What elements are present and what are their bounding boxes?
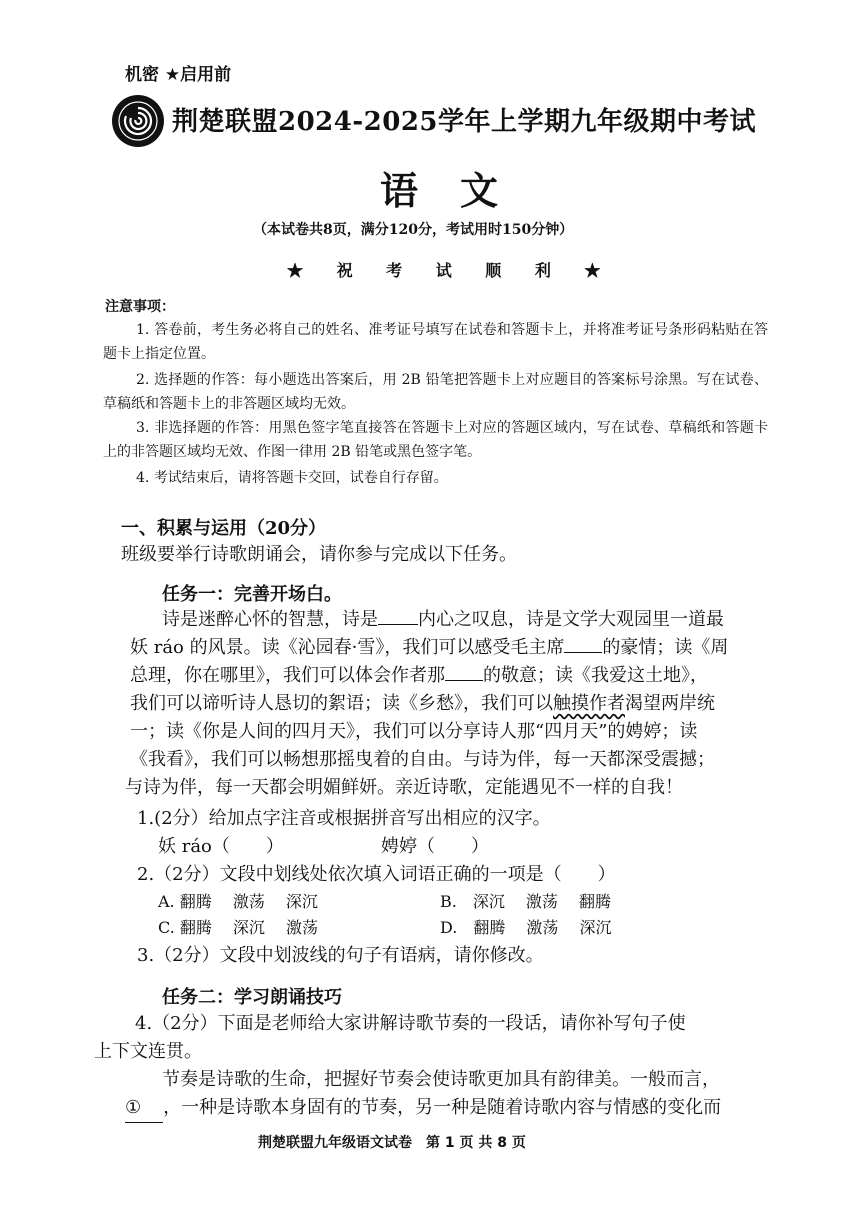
q1-char-answer[interactable]: 娉婷（ ） xyxy=(381,836,489,857)
answer-blank[interactable]: ① xyxy=(125,1094,163,1123)
question-2: 2.（2分）文段中划线处依次填入词语正确的一项是（ ） xyxy=(137,864,616,885)
task-heading: 任务二：学习朗诵技巧 xyxy=(162,987,342,1008)
question-4: 4.（2分）下面是老师给大家讲解诗歌节奏的一段话，请你补写句子使 xyxy=(135,1013,686,1034)
option-a[interactable]: A. 翻腾 激荡 深沉 xyxy=(158,892,318,911)
answer-blank[interactable] xyxy=(378,606,418,625)
question-3: 3.（2分）文段中划波线的句子有语病，请你修改。 xyxy=(137,945,544,966)
good-luck-banner: ★ 祝 考 试 顺 利 ★ xyxy=(287,261,615,280)
passage-line: 妖 ráo 的风景。读《沁园春·雪》，我们可以感受毛主席 的豪情；读《周 xyxy=(130,634,728,662)
option-b[interactable]: B. 深沉 激荡 翻腾 xyxy=(440,892,612,911)
passage-line: 《我看》，我们可以畅想那摇曳着的自由。与诗为伴，每一天都深受震撼； xyxy=(130,749,715,770)
passage-line: 与诗为伴，每一天都会明媚鲜妍。亲近诗歌，定能遇见不一样的自我！ xyxy=(125,777,683,798)
note-item: 3. 非选择题的作答：用黑色签字笔直接答在答题卡上对应的答题区域内，写在试卷、草稿纸和答题卡上的非答题区域均无效、作图一律用 2B 铅笔或黑色签字笔。 xyxy=(103,420,768,460)
wavy-underlined-text: 触摸作者 xyxy=(553,693,625,714)
exam-info: （本试卷共8页，满分120分，考试用时150分钟） xyxy=(253,222,574,238)
answer-blank[interactable] xyxy=(564,634,602,653)
question-1: 1.(2分）给加点字注音或根据拼音写出相应的汉字。 xyxy=(137,808,551,829)
subject-title: 语文 xyxy=(380,168,541,213)
notes-heading: 注意事项： xyxy=(105,299,175,315)
q4-passage-line: 节奏是诗歌的生命，把握好节奏会使诗歌更加具有韵律美。一般而言， xyxy=(162,1069,720,1090)
note-item: 4. 考试结束后，请将答题卡交回，试卷自行存留。 xyxy=(136,470,448,486)
section-intro: 班级要举行诗歌朗诵会，请你参与完成以下任务。 xyxy=(121,544,517,565)
q4-passage-line: ① ，一种是诗歌本身固有的节奏，另一种是随着诗歌内容与情感的变化而 xyxy=(125,1094,721,1123)
page-footer: 荆楚联盟九年级语文试卷 第 1 页 共 8 页 xyxy=(258,1135,526,1151)
alliance-logo-icon xyxy=(111,94,165,148)
passage-line: 一；读《你是人间的四月天》，我们可以分享诗人那“四月天”的娉婷；读 xyxy=(130,721,698,742)
option-d[interactable]: D. 翻腾 激荡 深沉 xyxy=(440,918,612,937)
question-4-cont: 上下文连贯。 xyxy=(94,1041,202,1062)
exam-title: 荆楚联盟2024-2025学年上学期九年级期中考试 xyxy=(172,107,757,137)
passage-line: 诗是迷醉心怀的智慧，诗是 内心之叹息，诗是文学大观园里一道最 xyxy=(162,606,724,634)
section-heading: 一、积累与运用（20分） xyxy=(121,518,327,539)
option-c[interactable]: C. 翻腾 深沉 激荡 xyxy=(158,918,319,937)
passage-line: 总理，你在哪里》，我们可以体会作者那 的敬意；读《我爱这土地》， xyxy=(130,662,708,690)
note-item: 1. 答卷前，考生务必将自己的姓名、准考证号填写在试卷和答题卡上，并将准考证号条形码粘贴在答题卡上指定位置。 xyxy=(103,322,768,362)
answer-blank[interactable] xyxy=(445,662,483,681)
note-item: 2. 选择题的作答：每小题选出答案后，用 2B 铅笔把答题卡上对应题目的答案标号涂黑。写在试卷、草稿纸和答题卡上的非答题区域均无效。 xyxy=(103,372,768,412)
confidential-label: 机密 ★启用前 xyxy=(125,65,232,85)
task-heading: 任务一：完善开场白。 xyxy=(162,584,342,605)
q1-pinyin-answer[interactable]: 妖 ráo（ ） xyxy=(158,836,284,857)
passage-line: 我们可以谛听诗人恳切的絮语；读《乡愁》，我们可以触摸作者渴望两岸统 xyxy=(130,693,715,714)
